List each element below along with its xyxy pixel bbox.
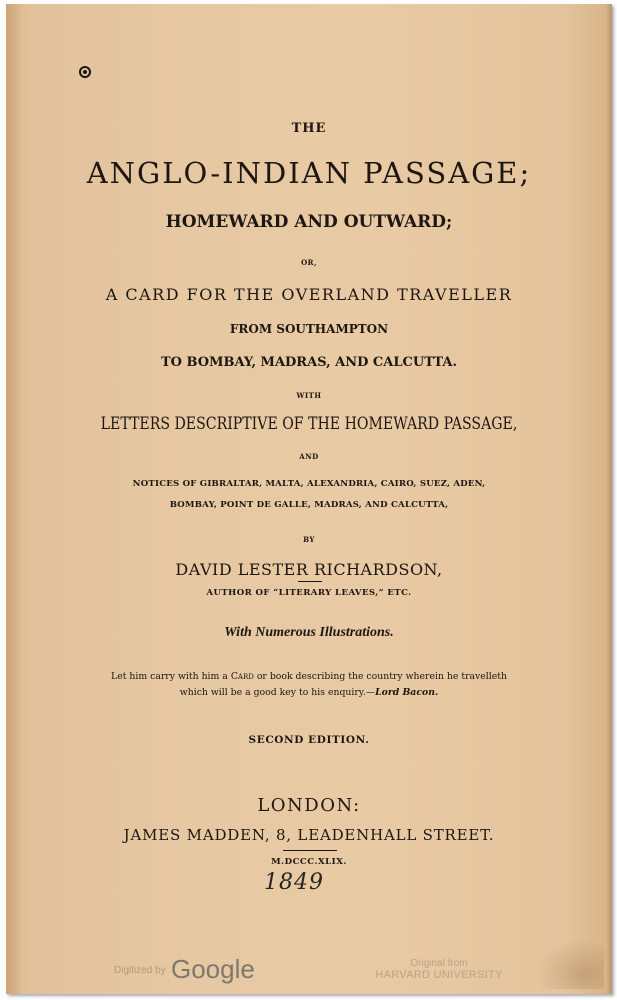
conjunction-and: AND bbox=[299, 452, 319, 461]
card-line: A CARD FOR THE OVERLAND TRAVELLER bbox=[105, 285, 513, 304]
notices-line-1: NOTICES OF GIBRALTAR, MALTA, ALEXANDRIA, CAIRO, SUEZ, ADEN, bbox=[132, 479, 486, 489]
author-name: DAVID LESTER RICHARDSON, bbox=[175, 560, 443, 579]
to-line: TO BOMBAY, MADRAS, AND CALCUTTA. bbox=[161, 355, 457, 370]
subtitle: HOMEWARD AND OUTWARD; bbox=[165, 212, 453, 232]
conjunction-with: WITH bbox=[296, 391, 322, 400]
main-title: ANGLO-INDIAN PASSAGE; bbox=[86, 156, 532, 190]
page-corner-stain bbox=[534, 939, 604, 989]
epigraph-text-c: which will be a good key to his enquiry.— bbox=[179, 687, 376, 698]
epigraph-card-word: Card bbox=[230, 671, 254, 682]
conjunction-or: OR, bbox=[301, 258, 317, 267]
page-edge-shadow bbox=[606, 4, 612, 994]
book-page bbox=[6, 4, 612, 994]
city: LONDON: bbox=[257, 795, 361, 816]
epigraph-text-b: or book describing the country wherein he travelleth bbox=[253, 671, 507, 682]
year-roman: M.DCCC.XLIX. bbox=[271, 857, 347, 867]
title-the: THE bbox=[291, 121, 327, 136]
page-gutter-shadow bbox=[6, 4, 20, 994]
edition: SECOND EDITION. bbox=[248, 734, 370, 746]
from-line: FROM SOUTHAMPTON bbox=[229, 322, 389, 336]
epigraph-attribution: Lord Bacon. bbox=[375, 687, 439, 698]
original-from-label: Original from bbox=[410, 958, 468, 969]
library-stamp-icon bbox=[79, 66, 91, 78]
library-name: HARVARD UNIVERSITY bbox=[375, 968, 503, 981]
author-underline bbox=[298, 581, 322, 582]
digitized-by-label: Digitized by bbox=[114, 965, 166, 976]
author-credit: AUTHOR OF “LITERARY LEAVES,” ETC. bbox=[206, 588, 412, 598]
notices-line-2: BOMBAY, POINT DE GALLE, MADRAS, AND CALCUTTA, bbox=[169, 500, 449, 510]
conjunction-by: BY bbox=[303, 535, 315, 544]
letters-line: LETTERS DESCRIPTIVE OF THE HOMEWARD PASSAGE, bbox=[100, 414, 518, 434]
epigraph-line-1 bbox=[6, 671, 612, 682]
epigraph-line-2 bbox=[6, 687, 612, 698]
illustrations-line: With Numerous Illustrations. bbox=[224, 625, 394, 640]
google-watermark-logo: Google bbox=[171, 954, 255, 984]
publisher-rule bbox=[283, 850, 337, 851]
library-watermark bbox=[374, 959, 504, 981]
handwritten-year: 1849 bbox=[264, 870, 324, 895]
epigraph-text-a: Let him carry with him a bbox=[111, 671, 231, 682]
publisher: JAMES MADDEN, 8, LEADENHALL STREET. bbox=[123, 826, 495, 844]
